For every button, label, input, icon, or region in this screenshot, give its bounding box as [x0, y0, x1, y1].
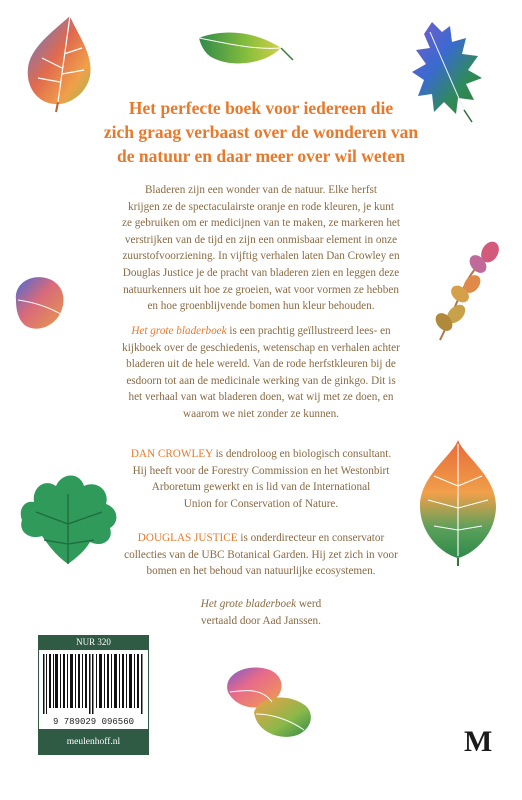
text-line: kijkboek over de geschiedenis, wetenschap en verhalen achter	[122, 341, 400, 354]
text-fragment: werd	[296, 598, 322, 610]
text-line: bomen en het behoud van natuurlijke ecosystemen.	[146, 565, 376, 578]
text-line: Arboretum gewerkt en is lid van de International	[151, 481, 371, 494]
publisher-logo: M	[464, 725, 493, 758]
author-name: DAN CROWLEY	[130, 448, 213, 460]
leaf-illustration-left-middle	[8, 270, 72, 340]
text-line: het verhaal van wat bladeren doen, wat wij met ze doen, en	[128, 391, 394, 404]
headline-line: zich graag verbaast over de wonderen van	[103, 122, 419, 142]
publisher-website: meulenhoff.nl	[38, 729, 149, 755]
text-line: ze gebruiken om er medicijnen van te maken, ze markeren het	[121, 217, 400, 230]
text-fragment: is dendroloog en biologisch consultant.	[212, 448, 392, 460]
text-line: bladeren uit de hele wereld. Van de rode herfstkleuren bij de	[126, 358, 396, 371]
leaf-illustration-bottom	[212, 660, 322, 750]
text-line: vertaald door Aad Janssen.	[201, 614, 321, 627]
text-line: esdoorn tot aan de medicinale werking van de ginkgo. Dit is	[126, 374, 396, 387]
text-fragment: is onderdirecteur en conservator	[237, 532, 385, 544]
barcode-block	[38, 635, 149, 757]
isbn-number: 9 789029 096560	[52, 717, 134, 727]
author-bio-justice	[84, 530, 438, 580]
text-line: collecties van de UBC Botanical Garden. Hij zet zich in voor	[124, 548, 398, 561]
barcode	[38, 650, 149, 729]
text-fragment: is een prachtig geïllustreerd lees- en	[226, 325, 391, 337]
book-title: Het grote bladerboek	[131, 325, 227, 337]
text-line: krijgen ze de spectaculairste oranje en rode kleuren, je kunt	[128, 200, 394, 213]
nur-code: NUR 320	[38, 635, 149, 650]
headline-line: de natuur en daar meer over wil weten	[117, 146, 405, 166]
text-line: zuurstofvoorziening. In vijftig verhalen laten Dan Crowley en	[122, 250, 400, 263]
text-line: en hoe groenblijvende bomen hun kleur behouden.	[147, 300, 375, 313]
headline	[76, 96, 446, 168]
text-line: waarom we niet zonder ze kunnen.	[183, 407, 339, 420]
text-line: Douglas Justice je de pracht van bladeren zien en leggen deze	[122, 266, 400, 279]
barcode-icon	[43, 654, 144, 714]
leaf-illustration-top-center	[195, 26, 295, 72]
book-title: Het grote bladerboek	[200, 598, 297, 610]
intro-paragraph	[84, 182, 438, 315]
text-line: natuurkenners uit hoe ze groeien, wat voor vormen ze hebben	[123, 283, 399, 296]
headline-line: Het perfecte boek voor iedereen die	[128, 98, 394, 118]
text-line: Union for Conservation of Nature.	[183, 497, 339, 510]
author-name: DOUGLAS JUSTICE	[137, 532, 238, 544]
text-line	[84, 323, 438, 340]
translation-note	[84, 596, 438, 629]
text-line: Bladeren zijn een wonder van de natuur. Elke herfst	[144, 184, 378, 196]
text-line: Hij heeft voor de Forestry Commission en het Westonbirt	[132, 464, 390, 477]
author-bio-crowley	[84, 446, 438, 512]
book-paragraph	[84, 323, 438, 423]
text-line	[84, 446, 438, 463]
text-line	[84, 596, 438, 613]
text-line: verstrijken van de tijd en zijn een onmisbaar element in onze	[124, 233, 398, 246]
text-line	[84, 530, 438, 547]
